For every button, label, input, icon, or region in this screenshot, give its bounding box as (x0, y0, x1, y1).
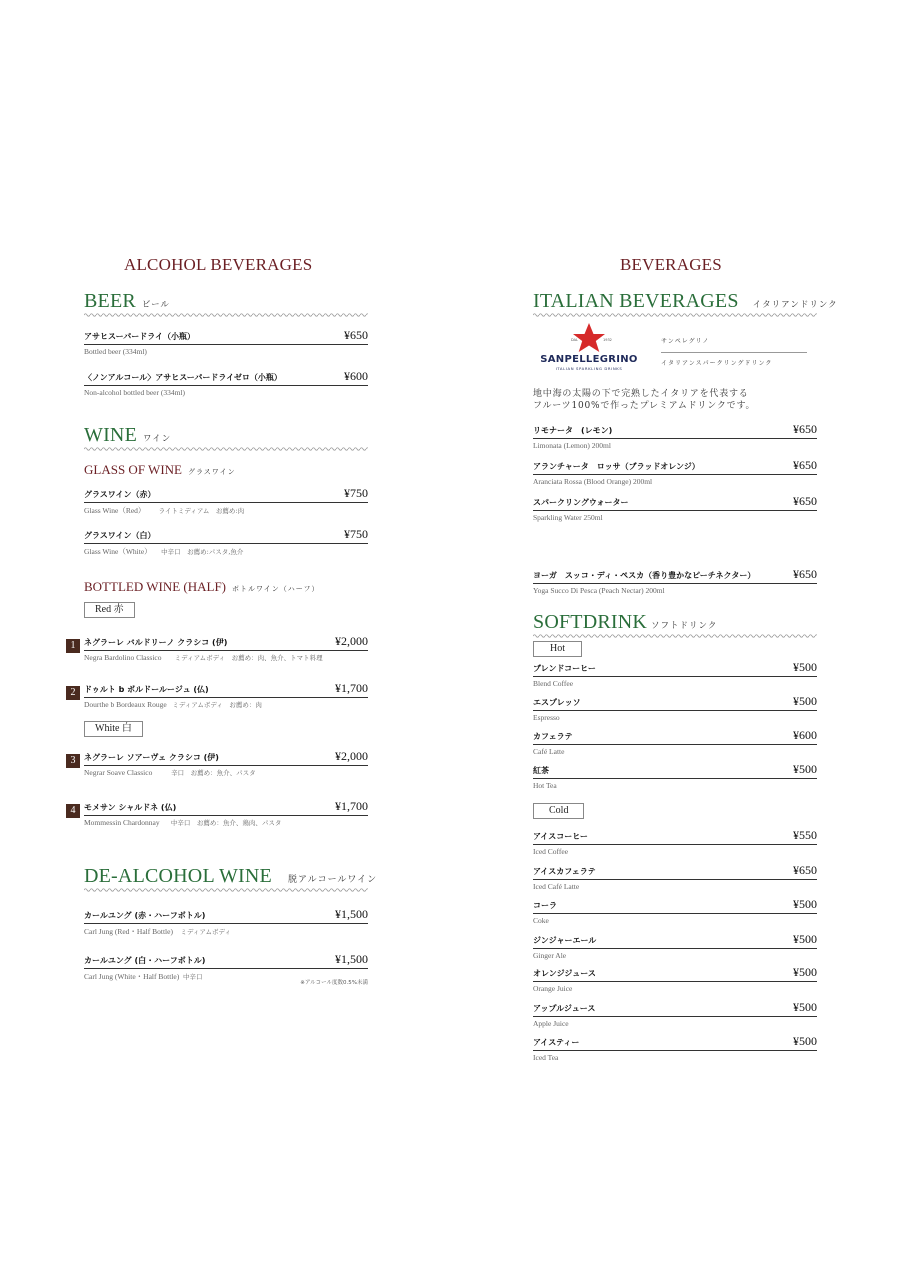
alcohol-note: ※アルコール度数0.5%未満 (300, 980, 368, 986)
bottled-wine-subtitle: BOTTLED WINE (HALF) ボトルワイン（ハーフ） (84, 579, 320, 594)
red-label: Red 赤 (84, 602, 135, 618)
white-label: White 白 (84, 721, 143, 737)
menu-item: カールユング (白・ハーフボトル) ¥1,500 Carl Jung (White・Half Bottle) 中辛口 (84, 952, 368, 981)
menu-item: 〈ノンアルコール〉アサヒスーパードライゼロ（小瓶） ¥600 Non-alcohol bottled beer (334ml) (84, 369, 368, 397)
sanpellegrino-logo (533, 322, 645, 374)
brand-name-ja: サンペレグリノ (661, 338, 710, 345)
svg-text:1932: 1932 (603, 338, 612, 342)
wavy-divider (84, 312, 368, 317)
svg-text:ITALIAN SPARKLING DRINKS: ITALIAN SPARKLING DRINKS (555, 366, 623, 371)
dealcohol-title: DE-ALCOHOL WINE 脱アルコールワイン (84, 865, 378, 887)
menu-item: アイスティー ¥500 Iced Tea (533, 1034, 817, 1062)
menu-item: カールユング (赤・ハーフボトル) ¥1,500 Carl Jung (Red・Half Bottle) ミディアムボディ (84, 907, 368, 936)
item-number-badge: 1 (66, 639, 80, 653)
menu-item: 3 ネグラーレ ソアーヴェ クラシコ (伊) ¥2,000 Negrar Soave Classico 辛口 お薦め：魚介、パスタ (84, 751, 368, 777)
cold-label: Cold (533, 803, 584, 819)
italian-title: ITALIAN BEVERAGES イタリアンドリンク (533, 290, 838, 312)
menu-item: スパークリングウォーター ¥650 Sparkling Water 250ml (533, 494, 817, 522)
svg-text:SANPELLEGRINO: SANPELLEGRINO (540, 354, 638, 365)
menu-item: 紅茶 ¥500 Hot Tea (533, 762, 817, 790)
beverages-title: BEVERAGES (620, 255, 722, 274)
menu-item: 4 モメサン シャルドネ (仏) ¥1,700 Mommessin Chardonnay 中辛口 お薦め：魚介、鶏肉、パスタ (84, 801, 368, 827)
softdrink-title: SOFTDRINK ソフトドリンク (533, 611, 718, 633)
menu-item: リモナータ (レモン) ¥650 Limonata (Lemon) 200ml (533, 422, 817, 450)
menu-item: オレンジジュース ¥500 Orange Juice (533, 965, 817, 993)
wavy-divider (533, 633, 817, 638)
wine-section (84, 424, 368, 447)
menu-item: グラスワイン（白） ¥750 Glass Wine（White） 中辛口 お薦め:パスタ,魚介 (84, 527, 368, 556)
wine-title: WINE ワイン (84, 424, 172, 446)
menu-item: アイスカフェラテ ¥650 Iced Café Latte (533, 863, 817, 891)
item-number-badge: 2 (66, 686, 80, 700)
svg-text:DAL: DAL (571, 338, 578, 342)
menu-item: アサヒスーパードライ（小瓶） ¥650 Bottled beer (334ml) (84, 328, 368, 356)
hot-label: Hot (533, 641, 582, 657)
beer-section (84, 290, 368, 313)
dealcohol-section (84, 865, 378, 888)
brand-divider (661, 352, 807, 353)
italian-intro: 地中海の太陽の下で完熟したイタリアを代表する フルーツ100%で作ったプレミアムドリンクです。 (533, 389, 756, 411)
menu-item: アランチャータ ロッサ（ブラッドオレンジ） ¥650 Aranciata Rossa (Blood Orange) 200ml (533, 458, 817, 486)
menu-item: 1 ネグラーレ バルドリーノ クラシコ (伊) ¥2,000 Negra Bardolino Classico ミディアムボディ お薦め：肉、魚介、トマト料理 (84, 636, 368, 662)
menu-item: エスプレッソ ¥500 Espresso (533, 694, 817, 722)
wavy-divider (84, 446, 368, 451)
item-number-badge: 4 (66, 804, 80, 818)
wavy-divider (84, 887, 368, 892)
menu-item: ブレンドコーヒー ¥500 Blend Coffee (533, 660, 817, 688)
menu-item: コーラ ¥500 Coke (533, 897, 817, 925)
menu-item: グラスワイン（赤） ¥750 Glass Wine（Red） ライトミディアム お薦め:肉 (84, 486, 368, 515)
menu-item: アップルジュース ¥500 Apple Juice (533, 1000, 817, 1028)
alcohol-beverages-title: ALCOHOL BEVERAGES (124, 255, 313, 274)
item-number-badge: 3 (66, 754, 80, 768)
brand-sub-ja: イタリアンスパークリングドリンク (661, 360, 773, 367)
red-star-icon (533, 322, 645, 374)
menu-item: カフェラテ ¥600 Café Latte (533, 728, 817, 756)
italian-section (533, 290, 838, 313)
menu-item: アイスコーヒー ¥550 Iced Coffee (533, 828, 817, 856)
menu-item: 2 ドゥルト b ボルドールージュ (仏) ¥1,700 Dourthe b Bordeaux Rouge ミディアムボディ お薦め：肉 (84, 683, 368, 709)
glass-of-wine-subtitle: GLASS OF WINE グラスワイン (84, 462, 236, 477)
wavy-divider (533, 312, 817, 317)
menu-item: ジンジャーエール ¥500 Ginger Ale (533, 932, 817, 960)
softdrink-section (533, 611, 817, 634)
menu-item: ヨーガ スッコ・ディ・ペスカ（香り豊かなピーチネクター） ¥650 Yoga Succo Di Pesca (Peach Nectar) 200ml (533, 567, 817, 595)
beer-title: BEER ビール (84, 290, 170, 312)
